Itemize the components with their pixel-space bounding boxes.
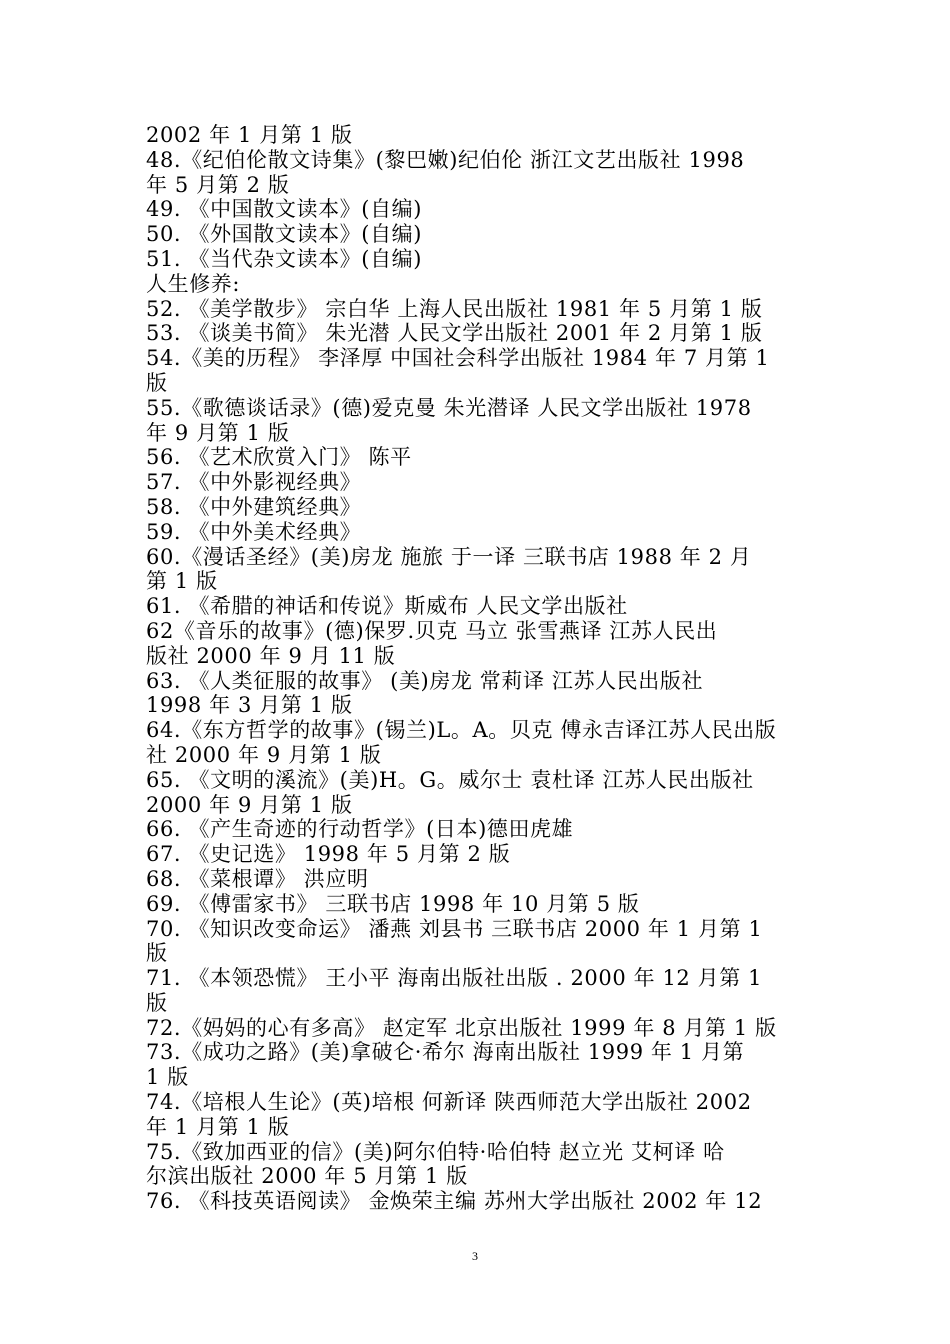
text-line: 55.《歌德谈话录》(德)爱克曼 朱光潜译 人民文学出版社 1978	[146, 395, 752, 420]
text-line: 49. 《中国散文读本》(自编)	[146, 197, 423, 222]
text-line: 60.《漫话圣经》(美)房龙 施旅 于一译 三联书店 1988 年 2 月	[146, 544, 752, 569]
text-line: 70. 《知识改变命运》 潘燕 刘县书 三联书店 2000 年 1 月第 1	[146, 916, 763, 941]
text-line: 51. 《当代杂文读本》(自编)	[146, 246, 423, 271]
text-line: 第 1 版	[146, 569, 218, 594]
text-line: 61. 《希腊的神话和传说》斯威布 人民文学出版社	[146, 594, 628, 619]
text-line: 57. 《中外影视经典》	[146, 470, 362, 495]
text-line: 社 2000 年 9 月第 1 版	[146, 742, 382, 767]
text-line: 年 5 月第 2 版	[146, 172, 290, 197]
text-line: 68. 《菜根谭》 洪应明	[146, 866, 369, 891]
text-line: 1 版	[146, 1065, 189, 1090]
text-line: 54.《美的历程》 李泽厚 中国社会科学出版社 1984 年 7 月第 1	[146, 346, 770, 371]
text-line: 59. 《中外美术经典》	[146, 519, 362, 544]
section-heading: 人生修养:	[146, 271, 241, 296]
text-line: 58. 《中外建筑经典》	[146, 494, 362, 519]
text-line: 76. 《科技英语阅读》 金焕荣主编 苏州大学出版社 2002 年 12	[146, 1189, 763, 1214]
text-line: 53. 《谈美书简》 朱光潜 人民文学出版社 2001 年 2 月第 1 版	[146, 321, 763, 346]
text-line: 64.《东方哲学的故事》(锡兰)L。A。贝克 傅永吉译江苏人民出版	[146, 718, 777, 743]
text-line: 75.《致加西亚的信》(美)阿尔伯特·哈伯特 赵立光 艾柯译 哈	[146, 1139, 725, 1164]
text-line: 62《音乐的故事》(德)保罗.贝克 马立 张雪燕译 江苏人民出	[146, 618, 718, 643]
text-line: 版社 2000 年 9 月 11 版	[146, 643, 396, 668]
text-line: 版	[146, 370, 168, 395]
text-line: 72.《妈妈的心有多高》 赵定军 北京出版社 1999 年 8 月第 1 版	[146, 1015, 777, 1040]
text-line: 65. 《文明的溪流》(美)H。G。威尔士 袁杜译 江苏人民出版社	[146, 767, 754, 792]
text-line: 71. 《本领恐慌》 王小平 海南出版社出版 . 2000 年 12 月第 1	[146, 966, 763, 991]
text-line: 年 1 月第 1 版	[146, 1114, 290, 1139]
text-line: 73.《成功之路》(美)拿破仑·希尔 海南出版社 1999 年 1 月第	[146, 1040, 745, 1065]
text-line: 56. 《艺术欣赏入门》 陈平	[146, 445, 412, 470]
text-line: 69. 《傅雷家书》 三联书店 1998 年 10 月第 5 版	[146, 891, 640, 916]
text-line: 版	[146, 941, 168, 966]
text-line: 年 9 月第 1 版	[146, 420, 290, 445]
text-line: 尔滨出版社 2000 年 5 月第 1 版	[146, 1164, 468, 1189]
text-line: 52. 《美学散步》 宗白华 上海人民出版社 1981 年 5 月第 1 版	[146, 296, 763, 321]
text-line: 版	[146, 990, 168, 1015]
text-line: 48.《纪伯伦散文诗集》(黎巴嫩)纪伯伦 浙江文艺出版社 1998	[146, 147, 745, 172]
book-list-text	[146, 123, 810, 1214]
text-line: 2000 年 9 月第 1 版	[146, 792, 353, 817]
page-number: 3	[472, 1249, 478, 1263]
text-line: 2002 年 1 月第 1 版	[146, 123, 353, 147]
text-line: 1998 年 3 月第 1 版	[146, 693, 353, 718]
text-line: 74.《培根人生论》(英)培根 何新译 陕西师范大学出版社 2002	[146, 1090, 752, 1115]
text-line: 63. 《人类征服的故事》 (美)房龙 常莉译 江苏人民出版社	[146, 668, 704, 693]
text-line: 67. 《史记选》 1998 年 5 月第 2 版	[146, 842, 511, 867]
text-line: 50. 《外国散文读本》(自编)	[146, 222, 423, 247]
text-line: 66. 《产生奇迹的行动哲学》(日本)德田虎雄	[146, 817, 574, 842]
